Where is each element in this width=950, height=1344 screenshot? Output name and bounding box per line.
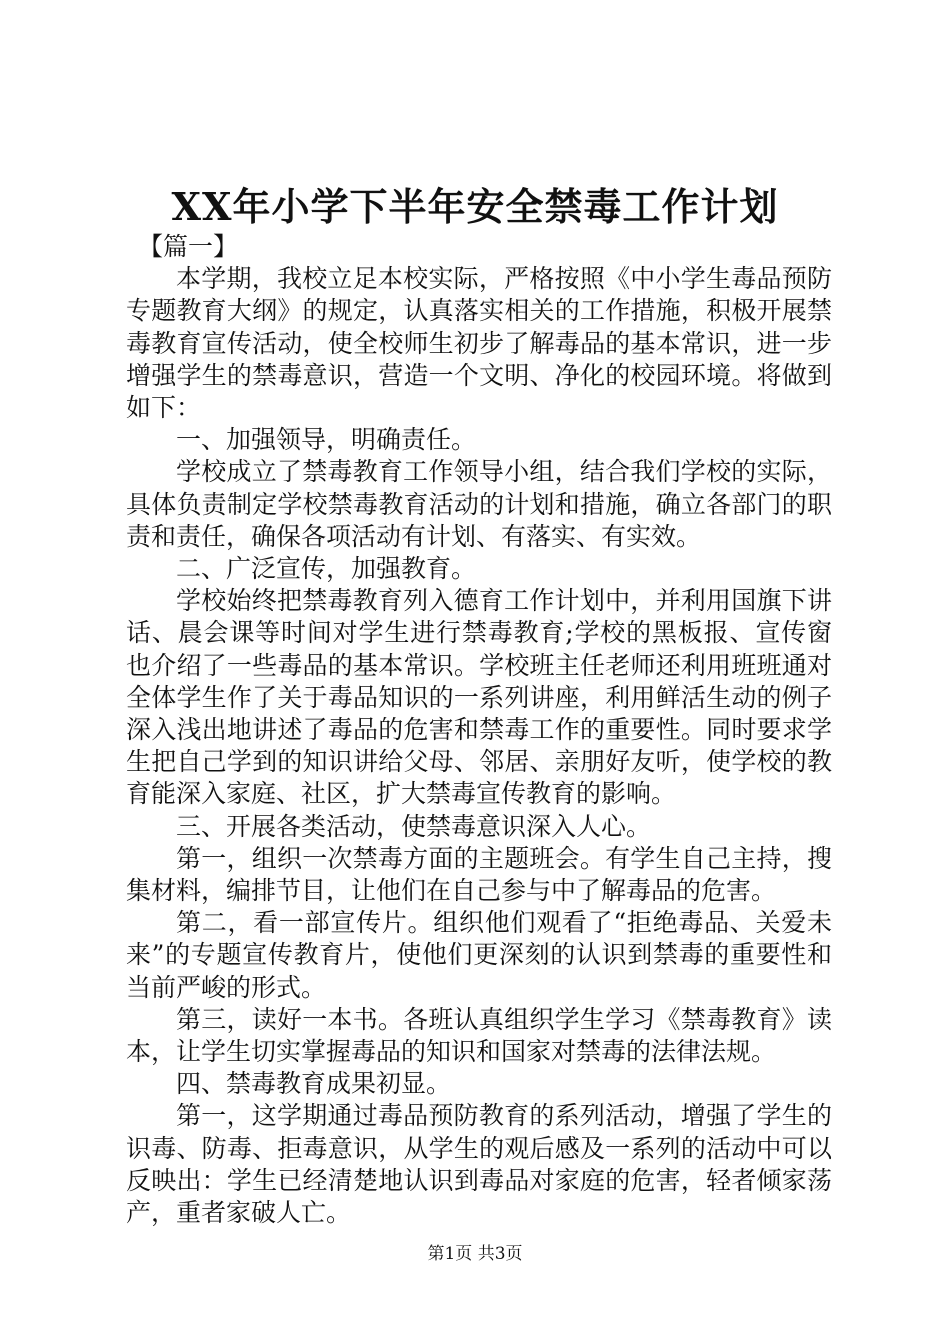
paragraph-3c: 第三，读好一本书。各班认真组织学生学习《禁毒教育》读本，让学生切实掌握毒品的知识和国家对禁毒的法律法规。 [126,1004,832,1067]
heading-4: 四、禁毒教育成果初显。 [176,1069,452,1099]
paragraph-4a: 第一，这学期通过毒品预防教育的系列活动，增强了学生的识毒、防毒、拒毒意识，从学生的观后感及一系列的活动中可以反映出：学生已经清楚地认识到毒品对家庭的危害，轻者倾家荡产，重者家破人亡。 [126,1101,832,1228]
heading-3: 三、开展各类活动，使禁毒意识深入人心。 [176,811,652,841]
document-title: XX年小学下半年安全禁毒工作计划 [171,184,779,229]
paragraph-1: 学校成立了禁毒教育工作领导小组，结合我们学校的实际，具体负责制定学校禁毒教育活动的计划和措施，确立各部门的职责和责任，确保各项活动有计划、有落实、有实效。 [126,457,832,551]
paragraph-2: 学校始终把禁毒教育列入德育工作计划中，并利用国旗下讲话、晨会课等时间对学生进行禁毒教育;学校的黑板报、宣传窗也介绍了一些毒品的基本常识。学校班主任老师还利用班班通对全体学生作了关于毒品知识的一系列讲座，利用鲜活生动的例子深入浅出地讲述了毒品的危害和禁毒工作的重要性。同时要求学生把自己学到的知识讲给父母、邻居、亲朋好友听，使学校的教育能深入家庭、社区，扩大禁毒宣传教育的影响。 [126,586,832,809]
document-body [126,231,832,1229]
paragraph-3a: 第一，组织一次禁毒方面的主题班会。有学生自己主持，搜集材料，编排节目，让他们在自己参与中了解毒品的危害。 [126,843,832,906]
paragraph-3b: 第二，看一部宣传片。组织他们观看了“拒绝毒品、关爱未来”的专题宣传教育片，使他们更深刻的认识到禁毒的重要性和当前严峻的形式。 [126,908,832,1002]
section-label: 【篇一】 [138,232,239,261]
heading-1: 一、加强领导，明确责任。 [176,425,477,455]
heading-2: 二、广泛宣传，加强教育。 [176,554,477,584]
paragraph-intro: 本学期，我校立足本校实际，严格按照《中小学生毒品预防专题教育大纲》的规定，认真落实相关的工作措施，积极开展禁毒教育宣传活动，使全校师生初步了解毒品的基本常识，进一步增强学生的禁毒意识，营造一个文明、净化的校园环境。将做到如下： [126,264,832,423]
page-footer: 第1页 共3页 [427,1244,523,1264]
